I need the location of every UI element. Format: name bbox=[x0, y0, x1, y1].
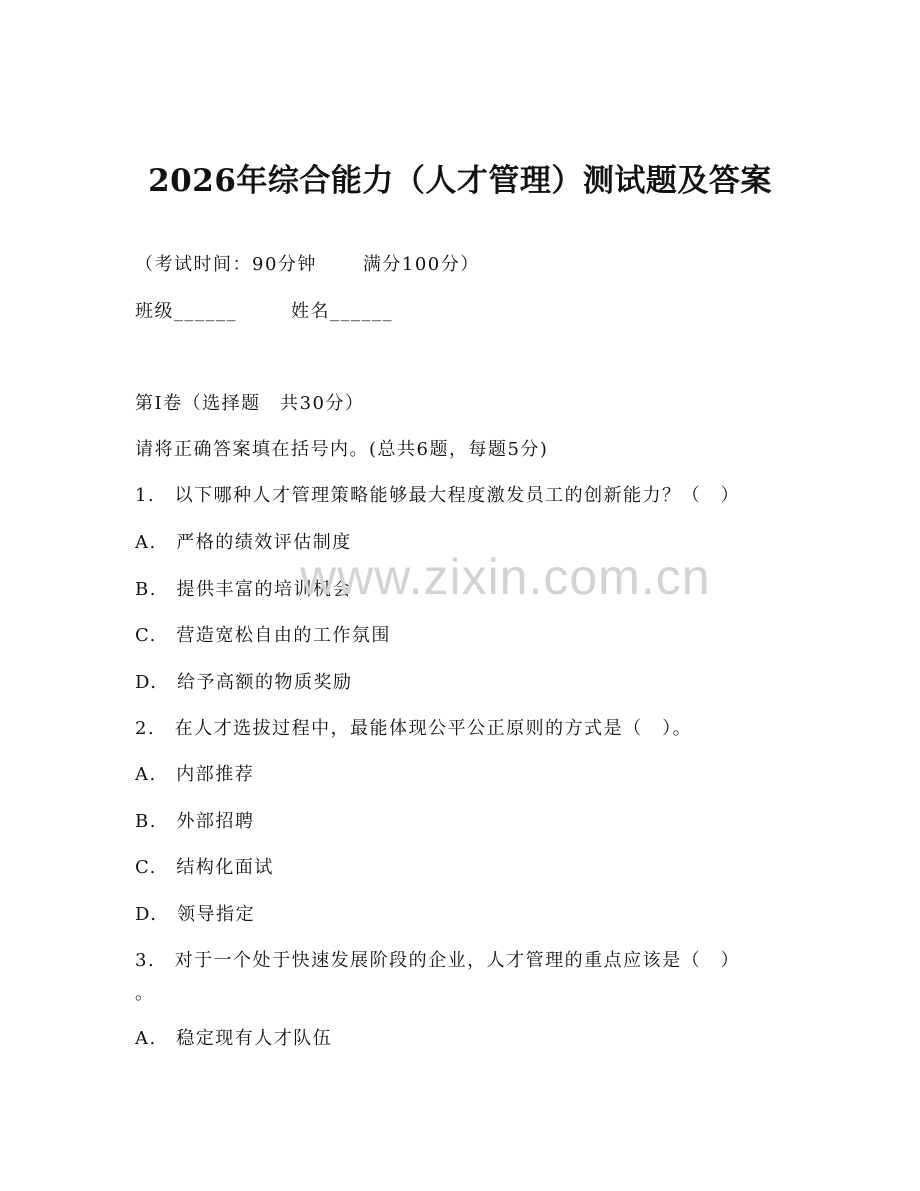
question-2-option-b: B. 外部招聘 bbox=[135, 811, 255, 832]
question-1-option-a: A. 严格的绩效评估制度 bbox=[135, 532, 352, 553]
question-2-stem: 2. 在人才选拔过程中，最能体现公平公正原则的方式是（ ）。 bbox=[135, 718, 693, 739]
instructions: 请将正确答案填在括号内。(总共6题，每题5分) bbox=[135, 439, 549, 460]
full-score: 满分100分） bbox=[362, 254, 480, 275]
question-1-stem: 1. 以下哪种人才管理策略能够最大程度激发员工的创新能力？（ ） bbox=[135, 485, 741, 506]
question-3-option-a: A. 稳定现有人才队伍 bbox=[135, 1028, 333, 1049]
class-field: 班级______ bbox=[135, 301, 237, 322]
question-1-option-b: B. 提供丰富的培训机会 bbox=[135, 579, 352, 600]
question-2-option-c: C. 结构化面试 bbox=[135, 857, 274, 878]
watermark: www.zixin.com.cn bbox=[300, 549, 711, 605]
question-3-stem-continuation: 。 bbox=[135, 983, 155, 1004]
student-info-line bbox=[135, 300, 393, 324]
question-2-option-d: D. 领导指定 bbox=[135, 904, 256, 925]
exam-time: （考试时间：90分钟 bbox=[135, 254, 317, 275]
question-3-stem: 3. 对于一个处于快速发展阶段的企业，人才管理的重点应该是（ ） bbox=[135, 950, 741, 971]
question-1-option-c: C. 营造宽松自由的工作氛围 bbox=[135, 625, 391, 646]
name-field: 姓名______ bbox=[291, 301, 393, 322]
question-2-option-a: A. 内部推荐 bbox=[135, 764, 255, 785]
question-1-option-d: D. 给予高额的物质奖励 bbox=[135, 672, 353, 693]
section-header: 第I卷（选择题 共30分） bbox=[135, 393, 365, 414]
exam-info-line bbox=[135, 253, 480, 277]
document-title: 2026年综合能力（人才管理）测试题及答案 bbox=[148, 163, 772, 199]
